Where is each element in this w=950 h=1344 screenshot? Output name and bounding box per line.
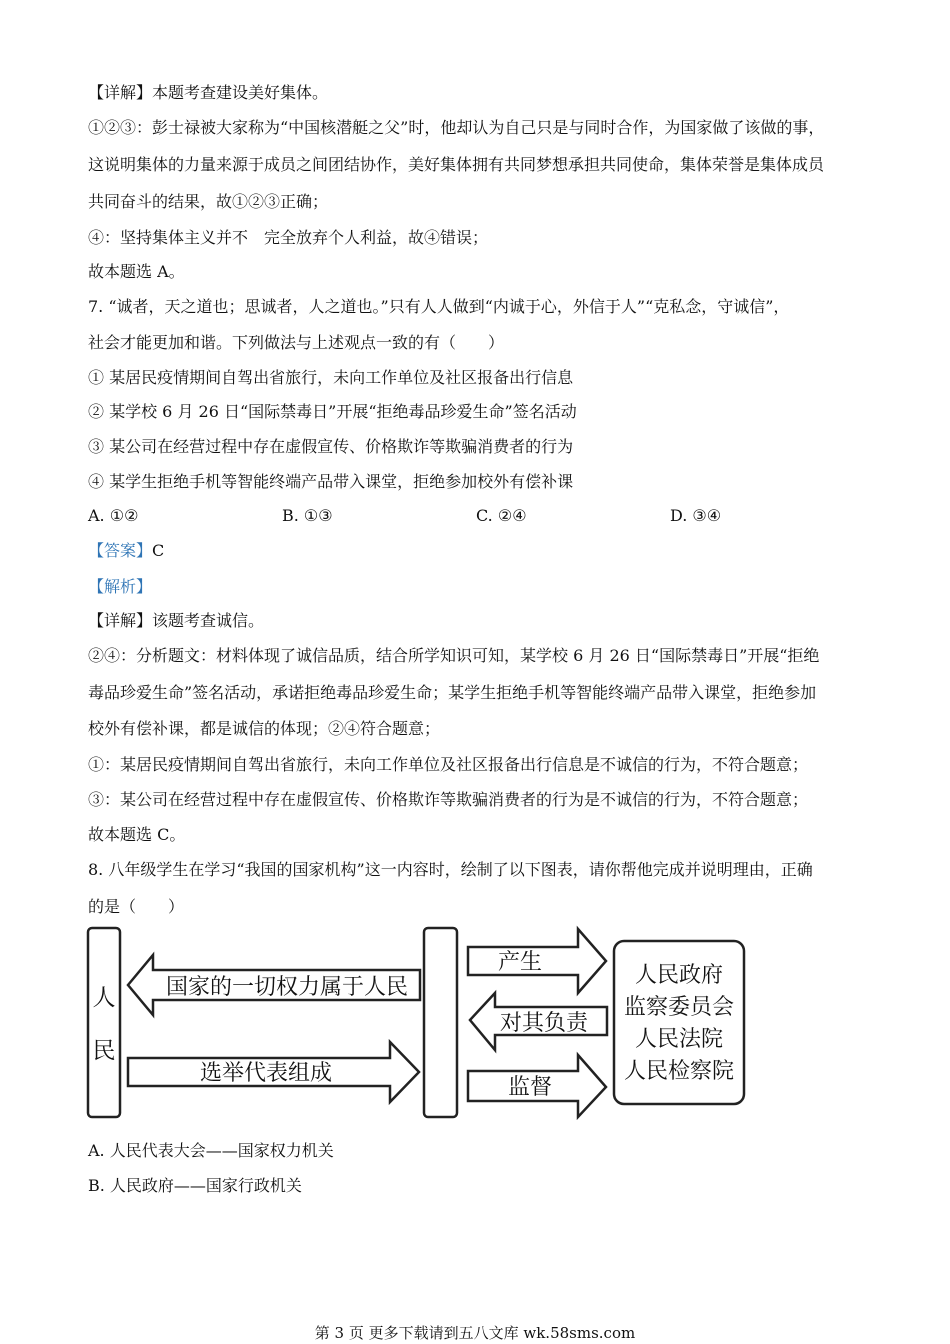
answer-label: 【答案】 (88, 541, 153, 560)
q7-explain-line: ②④：分析题文：材料体现了诚信品质，结合所学知识可知，某学校 6 月 26 日“国际禁毒日”开展“拒绝 (88, 646, 820, 665)
q7-explain-line: ①：某居民疫情期间自驾出省旅行，未向工作单位及社区报备出行信息是不诚信的行为，不符合题意； (88, 755, 809, 774)
organ-label: 人民法院 (634, 1027, 724, 1052)
q7-stem: 7. “诚者，天之道也；思诚者，人之道也。”只有人人做到“内诚于心，外信于人”“克私念，守诚信”， (88, 297, 790, 316)
q7-option-d: D. ③④ (670, 506, 722, 525)
q6-explain-line: 共同奋斗的结果，故①②③正确； (88, 192, 329, 211)
responsible-arrow-label: 对其负责 (499, 1011, 589, 1036)
people-char: 人 (92, 985, 116, 1011)
q7-item: ① 某居民疫情期间自驾出省旅行，未向工作单位及社区报备出行信息 (88, 368, 574, 387)
elect-arrow-label: 选举代表组成 (199, 1061, 333, 1086)
q7-item: ③ 某公司在经营过程中存在虚假宣传、价格欺诈等欺骗消费者的行为 (88, 437, 574, 456)
q8-option-a: A. 人民代表大会——国家权力机关 (88, 1141, 334, 1160)
q6-explain-line: 这说明集体的力量来源于成员之间团结协作，美好集体拥有共同梦想承担共同使命，集体荣誉是集体成员 (88, 155, 825, 174)
people-char: 民 (92, 1038, 116, 1064)
supervise-arrow-label: 监督 (507, 1075, 553, 1100)
q7-option-a: A. ①② (88, 506, 139, 525)
q7-item: ④ 某学生拒绝手机等智能终端产品带入课堂，拒绝参加校外有偿补课 (88, 472, 574, 491)
q7-stem: 社会才能更加和谐。下列做法与上述观点一致的有（ ） (88, 333, 505, 352)
organ-label: 人民检察院 (623, 1059, 735, 1084)
q6-conclusion: 故本题选 A。 (88, 262, 185, 281)
people-box (88, 928, 120, 1117)
q6-explain-line: ④：坚持集体主义并不 完全放弃个人利益，故④错误； (88, 228, 489, 247)
page-footer: 第 3 页 更多下载请到五八文库 wk.58sms.com (314, 1324, 636, 1342)
q7-option-b: B. ①③ (282, 506, 333, 525)
q7-explain-line: 校外有偿补课，都是诚信的体现；②④符合题意； (88, 719, 441, 738)
organ-label: 人民政府 (634, 963, 724, 988)
answer-value: C (152, 541, 165, 560)
power-arrow-label: 国家的一切权力属于人民 (165, 975, 409, 1000)
q7-analysis-label: 【解析】 (88, 577, 153, 596)
q6-explain-line: ①②③：彭士禄被大家称为“中国核潜艇之父”时，他却认为自己只是与同时合作，为国家做了该做的事， (88, 118, 825, 137)
q7-option-c: C. ②④ (476, 506, 527, 525)
q7-explain-line: ③：某公司在经营过程中存在虚假宣传、价格欺诈等欺骗消费者的行为是不诚信的行为，不符合题意； (88, 790, 809, 809)
q7-explain-line: 毒品珍爱生命”签名活动，承诺拒绝毒品珍爱生命；某学生拒绝手机等智能终端产品带入课堂，拒绝参加 (88, 683, 817, 702)
q7-item: ② 某学校 6 月 26 日“国际禁毒日”开展“拒绝毒品珍爱生命”签名活动 (88, 402, 577, 421)
q8-option-b: B. 人民政府——国家行政机关 (88, 1176, 302, 1195)
q6-detail: 【详解】本题考查建设美好集体。 (88, 83, 329, 102)
produce-arrow-label: 产生 (497, 950, 543, 975)
congress-blank-box (424, 928, 457, 1117)
q8-stem: 8. 八年级学生在学习“我国的国家机构”这一内容时，绘制了以下图表，请你帮他完成并说明理由，正确 (88, 860, 813, 879)
q8-stem: 的是（ ） (88, 897, 185, 916)
q7-detail: 【详解】该题考查诚信。 (88, 611, 265, 630)
organ-label: 监察委员会 (623, 995, 735, 1020)
q7-conclusion: 故本题选 C。 (88, 825, 186, 844)
